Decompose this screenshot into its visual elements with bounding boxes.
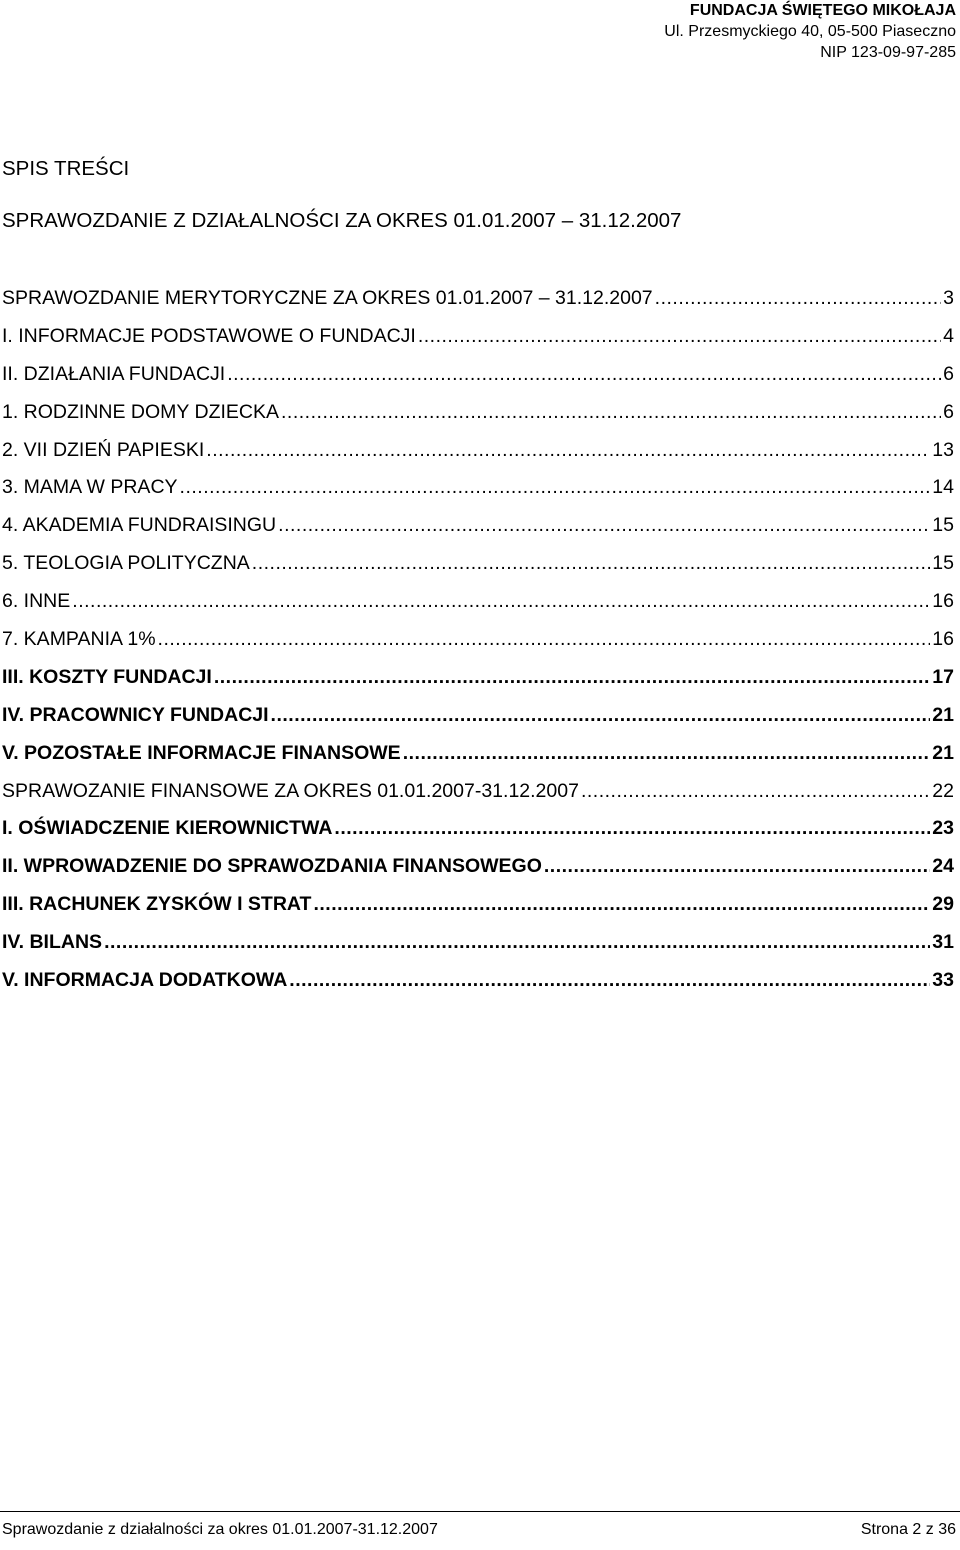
page-footer	[2, 1520, 956, 1540]
toc-entry-page: 15	[932, 552, 954, 575]
toc-leader-dots	[334, 814, 930, 842]
toc-leader-dots	[655, 284, 941, 312]
toc-entry[interactable]	[2, 549, 954, 587]
toc-entry-label: 4. AKADEMIA FUNDRAISINGU	[2, 514, 277, 537]
toc-entry[interactable]	[2, 890, 954, 928]
toc-entry-page: 31	[932, 931, 954, 954]
toc-entry-page: 4	[943, 324, 954, 347]
toc-leader-dots	[227, 360, 941, 388]
toc-leader-dots	[281, 398, 941, 426]
toc-entry-page: 6	[943, 400, 954, 423]
toc-entry-page: 21	[932, 741, 954, 764]
toc-leader-dots	[206, 436, 930, 464]
toc-heading: SPIS TREŚCI	[2, 157, 130, 180]
toc-entry-label: IV. PRACOWNICY FUNDACJI	[2, 703, 269, 726]
toc-entry-label: I. OŚWIADCZENIE KIEROWNICTWA	[2, 817, 333, 840]
toc-leader-dots	[271, 701, 931, 729]
toc-entry[interactable]	[2, 739, 954, 777]
toc-entry[interactable]	[2, 777, 954, 815]
toc-entry-page: 13	[932, 438, 954, 461]
toc-entry-label: 1. RODZINNE DOMY DZIECKA	[2, 400, 280, 423]
organization-name: FUNDACJA ŚWIĘTEGO MIKOŁAJA	[689, 2, 956, 19]
toc-entry-label: 7. KAMPANIA 1%	[2, 628, 156, 651]
toc-entry-label: 2. VII DZIEŃ PAPIESKI	[2, 438, 205, 461]
toc-entry-label: 6. INNE	[2, 590, 71, 613]
toc-entry[interactable]	[2, 436, 954, 474]
toc-entry[interactable]	[2, 473, 954, 511]
toc-entry-page: 6	[943, 362, 954, 385]
toc-leader-dots	[214, 663, 930, 691]
toc-entry-label: 3. MAMA W PRACY	[2, 476, 178, 499]
toc-entry-page: 3	[943, 287, 954, 309]
toc-entry[interactable]	[2, 814, 954, 852]
toc-entry[interactable]	[2, 852, 954, 890]
toc-entry-label: 5. TEOLOGIA POLITYCZNA	[2, 552, 250, 575]
toc-leader-dots	[289, 966, 930, 994]
toc-entry[interactable]	[2, 360, 954, 398]
toc-entry[interactable]	[2, 966, 954, 1004]
toc-leader-dots	[278, 511, 930, 539]
page-header	[664, 0, 956, 63]
toc-entry-label: IV. BILANS	[2, 931, 103, 954]
toc-entry-label: II. WPROWADZENIE DO SPRAWOZDANIA FINANSOWEGO	[2, 855, 542, 878]
toc-entry[interactable]	[2, 928, 954, 966]
toc-leader-dots	[313, 890, 930, 918]
toc-leader-dots	[252, 549, 931, 577]
footer-document-title: Sprawozdanie z działalności za okres 01.01.2007-31.12.2007	[2, 1521, 438, 1538]
table-of-contents	[2, 284, 954, 1004]
toc-leader-dots	[581, 777, 930, 805]
toc-leader-dots	[180, 473, 931, 501]
toc-entry[interactable]	[2, 322, 954, 360]
footer-divider	[0, 1511, 960, 1512]
toc-entry-page: 15	[932, 514, 954, 537]
toc-leader-dots	[544, 852, 930, 880]
toc-entry-page: 23	[932, 817, 954, 840]
toc-leader-dots	[403, 739, 931, 767]
toc-entry-page: 16	[932, 590, 954, 613]
toc-entry[interactable]	[2, 398, 954, 436]
organization-nip: NIP 123-09-97-285	[820, 44, 956, 61]
toc-entry-label: I. INFORMACJE PODSTAWOWE O FUNDACJI	[2, 324, 416, 347]
toc-leader-dots	[158, 625, 931, 653]
toc-leader-dots	[418, 322, 941, 350]
toc-entry[interactable]	[2, 511, 954, 549]
toc-entry-label: II. DZIAŁANIA FUNDACJI	[2, 362, 226, 385]
toc-entry[interactable]	[2, 587, 954, 625]
toc-entry-page: 29	[932, 893, 954, 916]
toc-entry-label: III. RACHUNEK ZYSKÓW I STRAT	[2, 893, 312, 916]
toc-entry-label: III. KOSZTY FUNDACJI	[2, 665, 212, 688]
toc-entry-page: 16	[932, 628, 954, 651]
toc-leader-dots	[104, 928, 930, 956]
toc-entry-label: V. INFORMACJA DODATKOWA	[2, 969, 288, 992]
toc-entry[interactable]	[2, 663, 954, 701]
toc-entry[interactable]	[2, 701, 954, 739]
toc-leader-dots	[72, 587, 930, 615]
toc-entry-label: SPRAWOZANIE FINANSOWE ZA OKRES 01.01.2007-31.12.2007	[2, 779, 579, 802]
toc-entry-page: 33	[932, 969, 954, 992]
toc-entry-page: 21	[932, 703, 954, 726]
toc-entry-page: 17	[932, 665, 954, 688]
toc-entry-page: 24	[932, 855, 954, 878]
toc-entry-page: 14	[932, 476, 954, 499]
footer-page-number: Strona 2 z 36	[860, 1521, 956, 1538]
organization-address: Ul. Przesmyckiego 40, 05-500 Piaseczno	[664, 23, 956, 40]
toc-entry-label: V. POZOSTAŁE INFORMACJE FINANSOWE	[2, 741, 401, 764]
toc-entry-label: SPRAWOZDANIE MERYTORYCZNE ZA OKRES 01.01.2007 – 31.12.2007	[2, 287, 653, 309]
toc-entry[interactable]	[2, 284, 954, 322]
toc-entry-page: 22	[932, 779, 954, 802]
toc-entry[interactable]	[2, 625, 954, 663]
report-title: SPRAWOZDANIE Z DZIAŁALNOŚCI ZA OKRES 01.01.2007 – 31.12.2007	[2, 209, 682, 232]
